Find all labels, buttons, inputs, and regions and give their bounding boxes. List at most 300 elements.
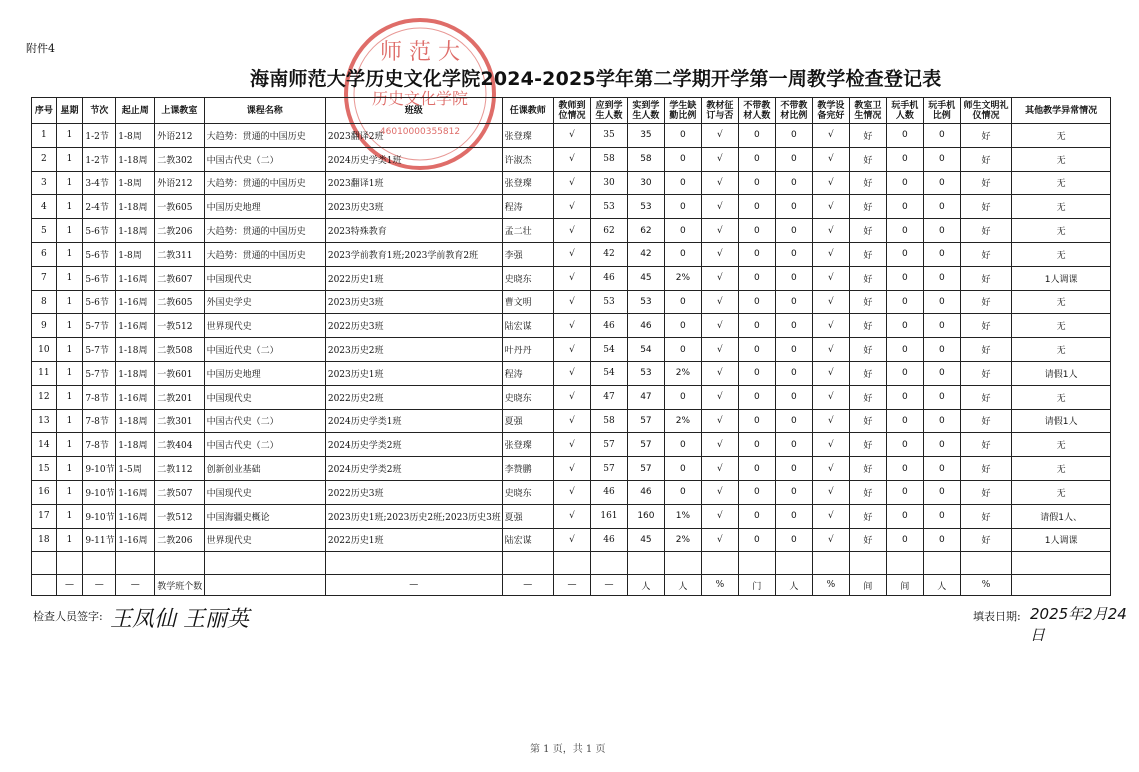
table-cell: 2023学前教育1班;2023学前教育2班 [325, 242, 502, 266]
page-title: 海南师范大学历史文化学院2024-2025学年第二学期开学第一周教学检查登记表 [250, 68, 942, 90]
table-cell: 2022历史1班 [325, 528, 502, 552]
table-cell: 54 [590, 361, 627, 385]
table-cell: 2 [32, 147, 57, 171]
table-cell: √ [812, 195, 849, 219]
fill-date-value: 2025年2月24日 [1030, 605, 1127, 644]
table-cell: √ [812, 242, 849, 266]
table-cell: 无 [1012, 147, 1111, 171]
table-cell: 无 [1012, 195, 1111, 219]
column-header: 不带教材人数 [738, 98, 775, 124]
column-header: 不带教材比例 [775, 98, 812, 124]
table-cell: 5-6节 [83, 266, 116, 290]
table-cell: 47 [590, 385, 627, 409]
table-cell: 中国古代史（二） [204, 409, 325, 433]
table-cell: 世界现代史 [204, 528, 325, 552]
table-cell: 46 [627, 480, 664, 504]
table-cell [553, 552, 590, 575]
table-cell: 0 [886, 409, 923, 433]
table-cell: √ [553, 124, 590, 148]
table-cell: 一教601 [155, 361, 204, 385]
table-cell: 2022历史3班 [325, 314, 502, 338]
table-cell: 2023翻译2班 [325, 124, 502, 148]
table-cell: 1-18周 [116, 338, 155, 362]
table-cell: 0 [923, 504, 960, 528]
table-cell: √ [553, 433, 590, 457]
table-cell: 好 [849, 171, 886, 195]
table-cell: 0 [923, 338, 960, 362]
table-cell: √ [812, 314, 849, 338]
table-cell: 0 [738, 528, 775, 552]
table-cell: √ [812, 504, 849, 528]
table-cell [32, 552, 57, 575]
table-cell: 大趋势：贯通的中国历史 [204, 124, 325, 148]
table-cell: 中国现代史 [204, 480, 325, 504]
table-cell: 17 [32, 504, 57, 528]
table-cell: √ [701, 361, 738, 385]
table-cell: √ [553, 171, 590, 195]
table-cell: 1 [56, 124, 83, 148]
table-cell: √ [553, 147, 590, 171]
column-header: 应到学生人数 [590, 98, 627, 124]
table-cell: 161 [590, 504, 627, 528]
table-cell: 好 [960, 195, 1011, 219]
table-cell: 1-8周 [116, 171, 155, 195]
table-cell: 1-16周 [116, 385, 155, 409]
table-cell [738, 552, 775, 575]
table-row [32, 480, 1111, 504]
table-cell: 1 [56, 242, 83, 266]
table-cell: 1 [56, 195, 83, 219]
table-cell: √ [812, 361, 849, 385]
table-cell: 9-10节 [83, 504, 116, 528]
table-cell: 42 [590, 242, 627, 266]
table-cell: 1-5周 [116, 457, 155, 481]
table-cell: 1 [56, 385, 83, 409]
table-cell: 42 [627, 242, 664, 266]
table-cell: 0 [738, 147, 775, 171]
table-cell: 2022历史1班 [325, 266, 502, 290]
table-cell: 请假1人 [1012, 409, 1111, 433]
table-cell: 无 [1012, 338, 1111, 362]
table-cell: 二教201 [155, 385, 204, 409]
column-header: 星期 [56, 98, 83, 124]
table-cell: 35 [627, 124, 664, 148]
table-cell: 0 [923, 385, 960, 409]
table-cell: √ [553, 314, 590, 338]
table-cell: 中国近代史（二） [204, 338, 325, 362]
table-cell: 1 [56, 338, 83, 362]
table-cell: √ [701, 385, 738, 409]
table-cell: 0 [775, 219, 812, 243]
table-cell: 0 [738, 219, 775, 243]
table-cell: 53 [627, 290, 664, 314]
table-cell: 0 [923, 242, 960, 266]
table-cell: 0 [886, 147, 923, 171]
table-cell: 1-16周 [116, 504, 155, 528]
column-header: 任课教师 [502, 98, 553, 124]
table-cell: 18 [32, 528, 57, 552]
table-cell: √ [553, 409, 590, 433]
summary-cell: % [701, 575, 738, 596]
table-cell: 好 [849, 124, 886, 148]
table-cell: 1 [32, 124, 57, 148]
table-cell: 0 [886, 338, 923, 362]
table-cell: 二教507 [155, 480, 204, 504]
table-cell: 中国历史地理 [204, 361, 325, 385]
table-row [32, 147, 1111, 171]
table-cell: 好 [849, 266, 886, 290]
table-cell: √ [812, 457, 849, 481]
table-cell [83, 552, 116, 575]
summary-cell: 人 [627, 575, 664, 596]
table-cell [325, 552, 502, 575]
table-cell: 53 [590, 195, 627, 219]
inspection-table [31, 97, 1111, 596]
table-row [32, 385, 1111, 409]
table-cell: 0 [738, 480, 775, 504]
table-cell: 1人调课 [1012, 528, 1111, 552]
table-cell: √ [812, 338, 849, 362]
table-cell: 2% [664, 266, 701, 290]
table-cell: 9-10节 [83, 457, 116, 481]
column-header: 教学设备完好 [812, 98, 849, 124]
table-cell: 6 [32, 242, 57, 266]
summary-cell: — [590, 575, 627, 596]
table-cell: 0 [664, 219, 701, 243]
table-row [32, 409, 1111, 433]
table-cell: 2023特殊教育 [325, 219, 502, 243]
table-cell: 0 [923, 219, 960, 243]
table-cell: 0 [738, 409, 775, 433]
table-row [32, 219, 1111, 243]
table-cell: 58 [590, 147, 627, 171]
table-cell: 0 [775, 147, 812, 171]
table-cell: 2022历史3班 [325, 480, 502, 504]
table-cell [886, 552, 923, 575]
table-cell: 0 [738, 242, 775, 266]
table-cell [812, 552, 849, 575]
table-cell: 世界现代史 [204, 314, 325, 338]
table-cell: 中国海疆史概论 [204, 504, 325, 528]
table-cell: √ [812, 266, 849, 290]
table-cell: 2023历史3班 [325, 290, 502, 314]
inspector-label: 检查人员签字: [33, 610, 103, 623]
table-cell: 12 [32, 385, 57, 409]
table-cell [116, 552, 155, 575]
summary-cell: — [56, 575, 83, 596]
table-cell: 1-18周 [116, 219, 155, 243]
table-cell: 无 [1012, 290, 1111, 314]
table-cell: 3-4节 [83, 171, 116, 195]
table-row [32, 290, 1111, 314]
table-cell: 0 [886, 171, 923, 195]
table-cell: 0 [775, 504, 812, 528]
table-cell: 0 [886, 124, 923, 148]
table-cell: 外国史学史 [204, 290, 325, 314]
table-cell: √ [553, 242, 590, 266]
table-cell: 好 [849, 219, 886, 243]
table-cell: 1 [56, 314, 83, 338]
table-cell: 好 [849, 338, 886, 362]
table-cell: 中国现代史 [204, 266, 325, 290]
table-cell: 夏强 [502, 504, 553, 528]
table-cell: 史晓东 [502, 266, 553, 290]
table-cell: 无 [1012, 171, 1111, 195]
table-cell: 程涛 [502, 195, 553, 219]
table-cell: 46 [590, 266, 627, 290]
attachment-label: 附件4 [26, 42, 55, 55]
table-cell: 无 [1012, 314, 1111, 338]
table-cell [664, 552, 701, 575]
table-cell: 0 [923, 457, 960, 481]
table-cell: √ [701, 266, 738, 290]
table-cell: 陆宏谋 [502, 528, 553, 552]
table-cell: 无 [1012, 242, 1111, 266]
table-cell: √ [701, 338, 738, 362]
table-cell: 0 [738, 124, 775, 148]
table-row [32, 528, 1111, 552]
summary-cell: — [116, 575, 155, 596]
table-cell: 30 [590, 171, 627, 195]
table-cell: √ [701, 433, 738, 457]
table-cell: 1% [664, 504, 701, 528]
table-cell: 0 [664, 124, 701, 148]
column-header: 节次 [83, 98, 116, 124]
table-cell: √ [701, 528, 738, 552]
table-cell: 孟二壮 [502, 219, 553, 243]
table-cell: 14 [32, 433, 57, 457]
table-cell [923, 552, 960, 575]
table-cell: 张登璨 [502, 433, 553, 457]
table-cell [701, 552, 738, 575]
table-cell: 0 [923, 433, 960, 457]
table-cell: 13 [32, 409, 57, 433]
table-cell: 0 [775, 361, 812, 385]
table-cell: 0 [775, 290, 812, 314]
table-cell: 1 [56, 290, 83, 314]
table-cell: √ [701, 171, 738, 195]
table-cell: 0 [664, 457, 701, 481]
table-cell: 5-6节 [83, 242, 116, 266]
table-cell: 0 [775, 124, 812, 148]
table-cell: 0 [923, 314, 960, 338]
table-cell: 大趋势：贯通的中国历史 [204, 242, 325, 266]
table-cell: √ [812, 171, 849, 195]
table-cell: 1-18周 [116, 409, 155, 433]
table-cell: 0 [775, 266, 812, 290]
table-cell: √ [812, 409, 849, 433]
column-header: 玩手机人数 [886, 98, 923, 124]
table-cell: 0 [775, 242, 812, 266]
table-cell: √ [553, 385, 590, 409]
table-cell: √ [812, 124, 849, 148]
table-cell: 2-4节 [83, 195, 116, 219]
table-cell: 中国历史地理 [204, 195, 325, 219]
table-cell: 好 [960, 409, 1011, 433]
column-header: 学生缺勤比例 [664, 98, 701, 124]
table-cell: 0 [738, 266, 775, 290]
table-cell: √ [553, 290, 590, 314]
column-header: 教室卫生情况 [849, 98, 886, 124]
summary-cell: 人 [775, 575, 812, 596]
table-cell: 46 [590, 480, 627, 504]
table-cell: 35 [590, 124, 627, 148]
table-cell: 陆宏谋 [502, 314, 553, 338]
table-cell: √ [701, 409, 738, 433]
table-cell: 46 [590, 314, 627, 338]
table-cell [775, 552, 812, 575]
table-cell: 0 [738, 457, 775, 481]
table-cell: 2024历史学类2班 [325, 457, 502, 481]
table-cell: 程涛 [502, 361, 553, 385]
table-cell: 中国古代史（二） [204, 433, 325, 457]
summary-cell: % [960, 575, 1011, 596]
column-header: 起止周 [116, 98, 155, 124]
table-cell: 0 [886, 361, 923, 385]
summary-cell: — [502, 575, 553, 596]
table-cell: 请假1人、 [1012, 504, 1111, 528]
table-cell: 1-16周 [116, 290, 155, 314]
table-cell: 0 [738, 361, 775, 385]
table-row [32, 124, 1111, 148]
table-cell: 0 [738, 171, 775, 195]
table-cell: 46 [627, 314, 664, 338]
table-cell: 62 [627, 219, 664, 243]
table-cell: 一教512 [155, 504, 204, 528]
table-cell: 二教302 [155, 147, 204, 171]
table-cell: 5-7节 [83, 314, 116, 338]
table-cell [849, 552, 886, 575]
table-cell: 外语212 [155, 171, 204, 195]
table-cell: 0 [738, 290, 775, 314]
table-cell: 7-8节 [83, 433, 116, 457]
table-cell: 0 [923, 528, 960, 552]
table-cell: 大趋势：贯通的中国历史 [204, 171, 325, 195]
table-cell: 1-18周 [116, 361, 155, 385]
table-cell: 0 [886, 314, 923, 338]
table-cell: 0 [775, 338, 812, 362]
table-cell: 好 [960, 124, 1011, 148]
table-cell: 11 [32, 361, 57, 385]
table-cell: 45 [627, 266, 664, 290]
table-cell: 0 [923, 195, 960, 219]
page-footer: 第 1 页，共 1 页 [530, 744, 606, 755]
table-cell: 0 [664, 290, 701, 314]
table-cell: 无 [1012, 219, 1111, 243]
table-cell: 好 [849, 385, 886, 409]
table-cell: 好 [960, 385, 1011, 409]
column-header: 师生文明礼仪情况 [960, 98, 1011, 124]
svg-text:历史文化学院: 历史文化学院 [371, 89, 469, 108]
table-cell: 1-16周 [116, 480, 155, 504]
table-cell: 0 [664, 433, 701, 457]
table-row [32, 338, 1111, 362]
table-cell: 二教311 [155, 242, 204, 266]
table-cell: 二教605 [155, 290, 204, 314]
table-cell: 好 [849, 433, 886, 457]
summary-cell: 间 [886, 575, 923, 596]
table-cell: √ [553, 338, 590, 362]
table-cell: 好 [849, 504, 886, 528]
table-cell: 好 [849, 290, 886, 314]
column-header: 班级 [325, 98, 502, 124]
table-row [32, 195, 1111, 219]
table-cell: 许淑杰 [502, 147, 553, 171]
table-cell: 好 [849, 195, 886, 219]
table-cell: 二教404 [155, 433, 204, 457]
table-cell: √ [812, 290, 849, 314]
table-cell: √ [553, 504, 590, 528]
table-cell: 请假1人 [1012, 361, 1111, 385]
table-cell: 1-16周 [116, 314, 155, 338]
column-header: 教师到位情况 [553, 98, 590, 124]
table-cell: √ [812, 528, 849, 552]
table-row [32, 433, 1111, 457]
table-cell: 好 [960, 528, 1011, 552]
table-cell: 0 [886, 195, 923, 219]
table-cell: 0 [775, 409, 812, 433]
table-cell: 10 [32, 338, 57, 362]
table-cell: 58 [590, 409, 627, 433]
table-cell: 1-8周 [116, 242, 155, 266]
table-cell: 2% [664, 528, 701, 552]
table-cell: 0 [664, 314, 701, 338]
table-cell: 1 [56, 409, 83, 433]
table-cell: √ [701, 124, 738, 148]
table-cell: √ [701, 480, 738, 504]
table-cell: 1 [56, 457, 83, 481]
table-cell: 0 [775, 195, 812, 219]
column-header: 实到学生人数 [627, 98, 664, 124]
table-cell: 无 [1012, 457, 1111, 481]
table-cell: 2024历史学类2班 [325, 433, 502, 457]
table-cell: 57 [590, 457, 627, 481]
table-cell: √ [812, 219, 849, 243]
table-cell: √ [812, 480, 849, 504]
summary-cell: 人 [923, 575, 960, 596]
table-cell: 0 [738, 195, 775, 219]
table-cell: 57 [627, 409, 664, 433]
table-row [32, 504, 1111, 528]
table-cell: 54 [590, 338, 627, 362]
table-cell: 0 [886, 528, 923, 552]
table-cell: 好 [849, 242, 886, 266]
table-cell: 53 [627, 195, 664, 219]
table-cell [56, 552, 83, 575]
table-cell: 张登璨 [502, 171, 553, 195]
table-cell: 1 [56, 219, 83, 243]
table-cell: 无 [1012, 385, 1111, 409]
table-cell: 3 [32, 171, 57, 195]
column-header: 其他教学异常情况 [1012, 98, 1111, 124]
table-cell: 0 [923, 409, 960, 433]
inspector-signature: 王凤仙 王丽英 [110, 607, 249, 632]
table-cell: 0 [664, 338, 701, 362]
table-cell: 2% [664, 409, 701, 433]
table-cell: 好 [849, 147, 886, 171]
summary-cell: 门 [738, 575, 775, 596]
table-cell: 好 [960, 290, 1011, 314]
table-cell: 1-16周 [116, 528, 155, 552]
table-cell: √ [701, 314, 738, 338]
table-cell: 好 [849, 457, 886, 481]
table-cell: √ [553, 528, 590, 552]
table-cell: 0 [886, 266, 923, 290]
table-cell: 无 [1012, 124, 1111, 148]
table-cell: 一教605 [155, 195, 204, 219]
table-cell: 2023历史3班 [325, 195, 502, 219]
table-cell: 1-2节 [83, 124, 116, 148]
